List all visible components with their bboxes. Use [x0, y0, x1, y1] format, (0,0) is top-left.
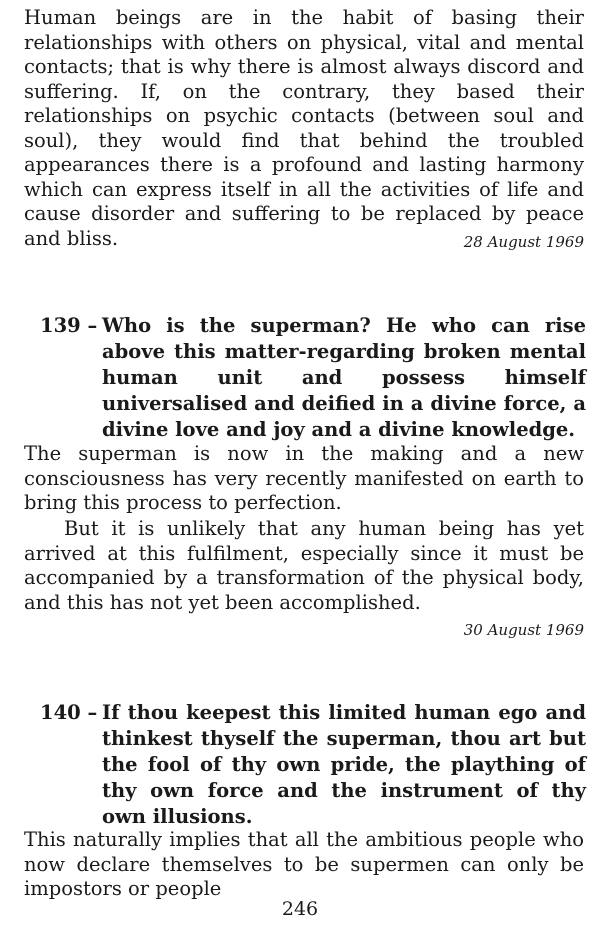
- page-number: 246: [281, 898, 319, 920]
- date-28-august-1969: 28 August 1969: [463, 233, 584, 251]
- aphorism-139-text: Who is the superman? He who can rise above this matter-regarding broken mental human unit and possess himself universalised and deified in a divine force, a divine love and joy and a divine knowledge.: [102, 314, 586, 441]
- aphorism-139: [40, 313, 586, 443]
- aphorism-140-number: 140 –: [40, 701, 98, 724]
- aphorism-140-text: If thou keepest this limited human ego and thinkest thyself the superman, thou art but the fool of thy own pride, the plaything of thy own force and the instrument of thy own illusions.: [102, 701, 586, 828]
- aphorism-139-number: 139 –: [40, 314, 98, 337]
- date-30-august-1969: 30 August 1969: [463, 621, 584, 639]
- paragraph-fulfilment: But it is unlikely that any human being has yet arrived at this fulfilment, especially since it must be accompanied by a transformation of the physical body, and this has not yet been accomplished.: [24, 517, 584, 614]
- paragraph-ambitious-people: This naturally implies that all the ambitious people who now declare themselves to be supermen can only be impostors or people: [24, 828, 584, 900]
- paragraph-psychic-contacts: Human beings are in the habit of basing their relationships with others on physical, vital and mental contacts; that is why there is almost always discord and suffering. If, on the contrary, they based their relationships on psychic contacts (between soul and soul), they would find that behind the troubled appearances there is a profound and lasting harmony which can express itself in all the activities of life and cause disorder and suffering to be replaced by peace and bliss.: [24, 6, 584, 250]
- paragraph-superman-making: The superman is now in the making and a new consciousness has very recently manifested on earth to bring this process to perfection.: [24, 442, 584, 514]
- aphorism-140: [40, 700, 586, 830]
